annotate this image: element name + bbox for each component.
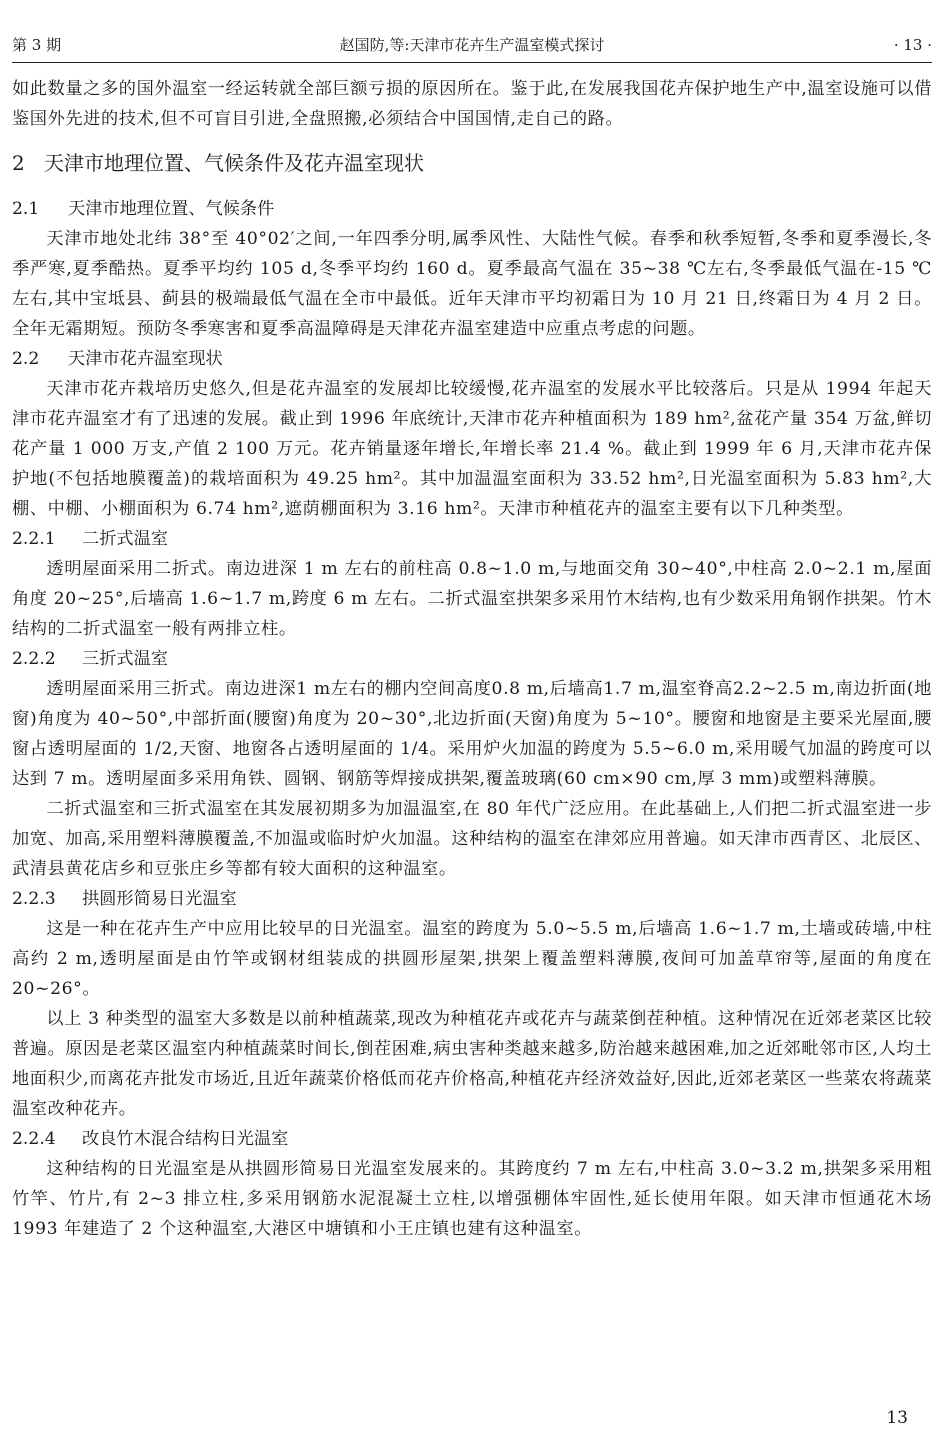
header-rule bbox=[12, 62, 932, 63]
subsubsection-number: 2.2.3 bbox=[12, 889, 56, 909]
header-page-number: · 13 · bbox=[893, 36, 932, 54]
subsubsection-title: 三折式温室 bbox=[82, 649, 168, 669]
subsubsection-heading-2-2-3 bbox=[12, 884, 932, 914]
intro-paragraph: 如此数量之多的国外温室一经运转就全部巨额亏损的原因所在。鉴于此,在发展我国花卉保护地生产中,温室设施可以借鉴国外先进的技术,但不可盲目引进,全盘照搬,必须结合中国国情,走自己的路。 bbox=[12, 79, 932, 129]
running-header bbox=[12, 30, 932, 60]
subsubsection-title: 二折式温室 bbox=[82, 529, 168, 549]
article-body bbox=[12, 74, 932, 1244]
journal-page bbox=[12, 0, 932, 1441]
subsubsection-number: 2.2.1 bbox=[12, 529, 56, 549]
section-title: 天津市地理位置、气候条件及花卉温室现状 bbox=[44, 151, 424, 175]
running-title: 赵国防,等:天津市花卉生产温室模式探讨 bbox=[339, 36, 605, 54]
subsubsection-title: 改良竹木混合结构日光温室 bbox=[82, 1129, 289, 1149]
subsection-title: 天津市花卉温室现状 bbox=[68, 349, 223, 369]
footer-page-number: 13 bbox=[886, 1408, 908, 1428]
subsection-heading-2-1 bbox=[12, 194, 932, 224]
paragraph-2-2-3-b: 以上 3 种类型的温室大多数是以前种植蔬菜,现改为种植花卉或花卉与蔬菜倒茬种植。这种情况在近郊老菜区比较普遍。原因是老菜区温室内种植蔬菜时间长,倒茬困难,病虫害种类越来越多,防治越来越困难,加之近郊毗邻市区,人均土地面积少,而离花卉批发市场近,且近年蔬菜价格低而花卉价格高,种植花卉经济效益好,因此,近郊老菜区一些菜农将蔬菜温室改种花卉。 bbox=[12, 1009, 932, 1119]
subsection-number: 2.1 bbox=[12, 199, 40, 219]
section-number: 2 bbox=[12, 151, 25, 175]
issue-number: 第 3 期 bbox=[12, 36, 62, 54]
paragraph-2-2-3-a: 这是一种在花卉生产中应用比较早的日光温室。温室的跨度为 5.0~5.5 m,后墙高 1.6~1.7 m,土墙或砖墙,中柱高约 2 m,透明屋面是由竹竿或钢材组装成的拱圆形屋架,拱架上覆盖塑料薄膜,夜间可加盖草帘等,屋面的角度在 20~26°。 bbox=[12, 919, 932, 999]
subsubsection-heading-2-2-4 bbox=[12, 1124, 932, 1154]
subsubsection-title: 拱圆形简易日光温室 bbox=[82, 889, 237, 909]
subsection-title: 天津市地理位置、气候条件 bbox=[68, 199, 275, 219]
paragraph-2-1: 天津市地处北纬 38°至 40°02′之间,一年四季分明,属季风性、大陆性气候。春季和秋季短暂,冬季和夏季漫长,冬季严寒,夏季酷热。夏季平均约 105 d,冬季平均约 160 d。夏季最高气温在 35~38 ℃左右,冬季最低气温在-15 ℃左右,其中宝坻县、蓟县的极端最低气温在全市中最低。近年天津市平均初霜日为 10 月 21 日,终霜日为 4 月 2 日。全年无霜期短。预防冬季寒害和夏季高温障碍是天津花卉温室建造中应重点考虑的问题。 bbox=[12, 229, 932, 339]
subsubsection-heading-2-2-2 bbox=[12, 644, 932, 674]
paragraph-2-2-2-a: 透明屋面采用三折式。南边进深1 m左右的棚内空间高度0.8 m,后墙高1.7 m,温室脊高2.2~2.5 m,南边折面(地窗)角度为 40~50°,中部折面(腰窗)角度为 20~30°,北边折面(天窗)角度为 5~10°。腰窗和地窗是主要采光屋面,腰窗占透明屋面的 1/2,天窗、地窗各占透明屋面的 1/4。采用炉火加温的跨度为 5.5~6.0 m,采用暖气加温的跨度可以达到 7 m。透明屋面多采用角铁、圆钢、钢筋等焊接成拱架,覆盖玻璃(60 cm×90 cm,厚 3 mm)或塑料薄膜。 bbox=[12, 679, 932, 789]
section-heading-2 bbox=[12, 148, 932, 178]
subsection-heading-2-2 bbox=[12, 344, 932, 374]
subsection-number: 2.2 bbox=[12, 349, 40, 369]
paragraph-2-2-1: 透明屋面采用二折式。南边进深 1 m 左右的前柱高 0.8~1.0 m,与地面交角 30~40°,中柱高 2.0~2.1 m,屋面角度 20~25°,后墙高 1.6~1.7 m,跨度 6 m 左右。二折式温室拱架多采用竹木结构,也有少数采用角钢作拱架。竹木结构的二折式温室一般有两排立柱。 bbox=[12, 559, 932, 639]
subsubsection-heading-2-2-1 bbox=[12, 524, 932, 554]
paragraph-2-2-2-b: 二折式温室和三折式温室在其发展初期多为加温温室,在 80 年代广泛应用。在此基础上,人们把二折式温室进一步加宽、加高,采用塑料薄膜覆盖,不加温或临时炉火加温。这种结构的温室在津郊应用普遍。如天津市西青区、北辰区、武清县黄花店乡和豆张庄乡等都有较大面积的这种温室。 bbox=[12, 799, 932, 879]
subsubsection-number: 2.2.2 bbox=[12, 649, 56, 669]
subsubsection-number: 2.2.4 bbox=[12, 1129, 56, 1149]
paragraph-2-2: 天津市花卉栽培历史悠久,但是花卉温室的发展却比较缓慢,花卉温室的发展水平比较落后。只是从 1994 年起天津市花卉温室才有了迅速的发展。截止到 1996 年底统计,天津市花卉种植面积为 189 hm²,盆花产量 354 万盆,鲜切花产量 1 000 万支,产值 2 100 万元。花卉销量逐年增长,年增长率 21.4 %。截止到 1999 年 6 月,天津市花卉保护地(不包括地膜覆盖)的栽培面积为 49.25 hm²。其中加温温室面积为 33.52 hm²,日光温室面积为 5.83 hm²,大棚、中棚、小棚面积为 6.74 hm²,遮荫棚面积为 3.16 hm²。天津市种植花卉的温室主要有以下几种类型。 bbox=[12, 379, 932, 519]
paragraph-2-2-4: 这种结构的日光温室是从拱圆形简易日光温室发展来的。其跨度约 7 m 左右,中柱高 3.0~3.2 m,拱架多采用粗竹竿、竹片,有 2~3 排立柱,多采用钢筋水泥混凝土立柱,以增强棚体牢固性,延长使用年限。如天津市恒通花木场 1993 年建造了 2 个这种温室,大港区中塘镇和小王庄镇也建有这种温室。 bbox=[12, 1159, 932, 1239]
